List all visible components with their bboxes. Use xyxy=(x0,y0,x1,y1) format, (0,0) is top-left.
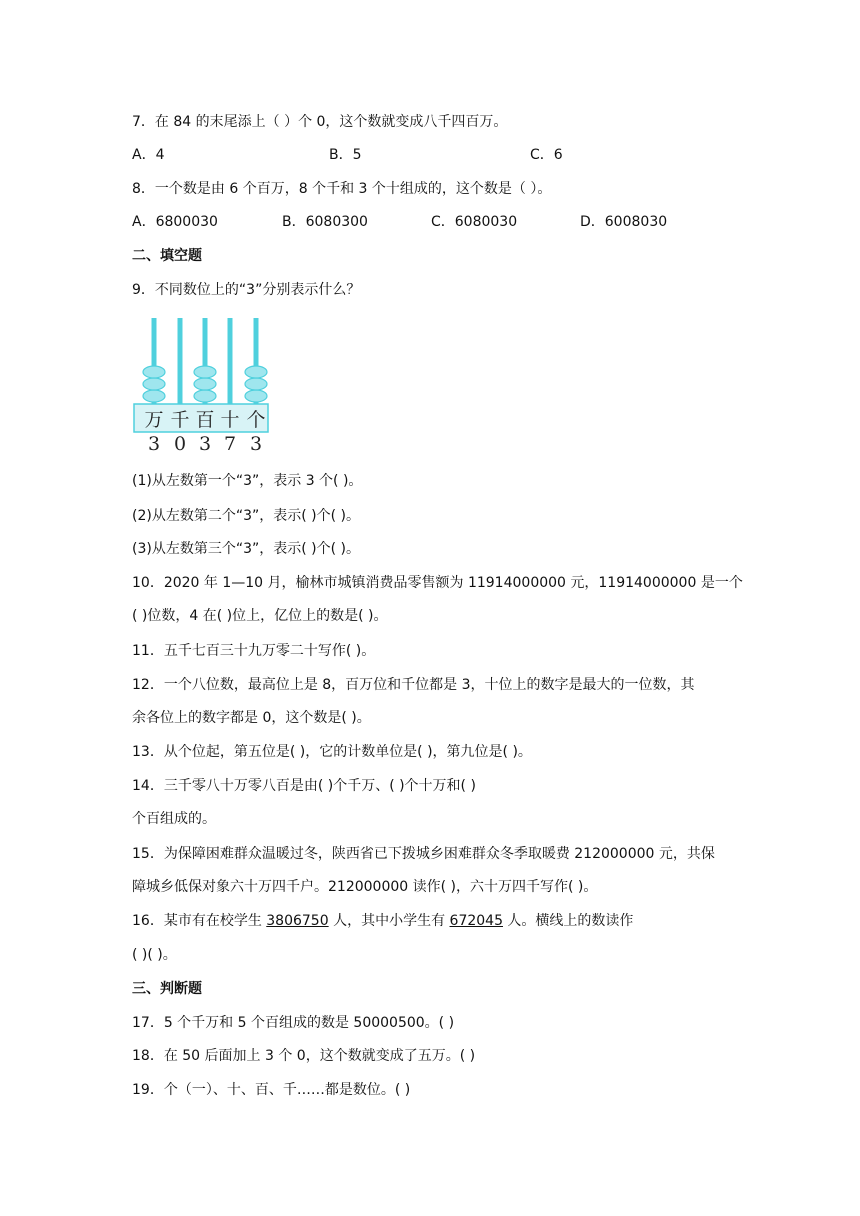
q8-option-a: A．6800030 xyxy=(132,214,218,230)
question-15-line-1: 15．为保障困难群众温暖过冬，陕西省已下拨城乡困难群众冬季取暖费 212000000 元，共保 xyxy=(132,846,715,862)
q7-option-a: A．4 xyxy=(132,147,165,163)
abacus-bead xyxy=(194,390,216,402)
question-16-line-1 xyxy=(132,911,633,931)
question-12-line-2: 余各位上的数字都是 0，这个数是( )。 xyxy=(132,710,371,726)
question-17: 17．5 个千万和 5 个百组成的数是 50000500。( ) xyxy=(132,1015,455,1031)
question-8-stem: 8．一个数是由 6 个百万，8 个千和 3 个十组成的，这个数是（ ）。 xyxy=(132,181,552,197)
question-19: 19．个（一）、十、百、千……都是数位。( ) xyxy=(132,1082,411,1098)
abacus-place-labels xyxy=(144,409,265,431)
q8-option-b: B．6080300 xyxy=(282,214,368,230)
question-9-sub-1: (1)从左数第一个“3”，表示 3 个( )。 xyxy=(132,473,363,489)
abacus-bead xyxy=(245,378,267,390)
q7-option-b: B．5 xyxy=(329,147,362,163)
abacus-bead xyxy=(194,378,216,390)
abacus-place-label: 千 xyxy=(170,409,190,431)
abacus-digit: 0 xyxy=(173,433,187,454)
abacus-beads xyxy=(143,366,267,402)
question-9-sub-3: (3)从左数第三个“3”，表示( )个( )。 xyxy=(132,541,360,557)
question-9-stem: 9．不同数位上的“3”分别表示什么？ xyxy=(132,282,361,298)
section-heading-fill-in: 二、填空题 xyxy=(132,248,202,264)
abacus-digit: 3 xyxy=(147,433,161,454)
abacus-bead xyxy=(245,366,267,378)
q7-option-c: C．6 xyxy=(530,147,563,163)
question-10-line-1: 10．2020 年 1—10 月，榆林市城镇消费品零售额为 11914000000 元，11914000000 是一个 xyxy=(132,575,743,591)
abacus-rod-十 xyxy=(228,318,233,404)
abacus-digit: 7 xyxy=(223,433,237,454)
abacus-place-label: 十 xyxy=(220,409,240,431)
section-heading-true-false: 三、判断题 xyxy=(132,981,202,997)
abacus-digits xyxy=(148,433,262,454)
abacus-bead xyxy=(143,378,165,390)
q16-text-post: 人。横线上的数读作 xyxy=(502,913,634,929)
abacus-illustration xyxy=(130,314,270,454)
question-7-stem: 7．在 84 的末尾添上（ ）个 0，这个数就变成八千四百万。 xyxy=(132,114,508,130)
question-10-line-2: ( )位数，4 在( )位上，亿位上的数是( )。 xyxy=(132,608,388,624)
q16-underlined-number-2: 672045 xyxy=(449,913,503,929)
question-16-line-2: ( )( )。 xyxy=(132,947,177,963)
question-14-line-2: 个百组成的。 xyxy=(132,811,216,827)
abacus-place-label: 个 xyxy=(246,409,266,431)
q16-text-mid: 人，其中小学生有 xyxy=(328,913,450,929)
question-9-sub-2: (2)从左数第二个“3”，表示( )个( )。 xyxy=(132,508,360,524)
question-18: 18．在 50 后面加上 3 个 0，这个数就变成了五万。( ) xyxy=(132,1048,476,1064)
question-15-line-2: 障城乡低保对象六十万四千户。212000000 读作( )，六十万四千写作( )。 xyxy=(132,879,598,895)
abacus-bead xyxy=(143,390,165,402)
abacus-place-label: 万 xyxy=(144,409,164,431)
question-11: 11．五千七百三十九万零二十写作( )。 xyxy=(132,643,376,659)
abacus-digit: 3 xyxy=(198,433,212,454)
abacus-bead xyxy=(245,390,267,402)
question-12-line-1: 12．一个八位数，最高位上是 8，百万位和千位都是 3，十位上的数字是最大的一位数，其 xyxy=(132,677,695,693)
abacus-bead xyxy=(143,366,165,378)
abacus-place-label: 百 xyxy=(195,409,215,431)
question-13: 13．从个位起，第五位是( )，它的计数单位是( )，第九位是( )。 xyxy=(132,744,532,760)
q16-underlined-number-1: 3806750 xyxy=(266,913,329,929)
q8-option-c: C．6080030 xyxy=(431,214,518,230)
q8-option-d: D．6008030 xyxy=(580,214,668,230)
q16-text-pre: 16．某市有在校学生 xyxy=(132,913,267,929)
question-14-line-1: 14．三千零八十万零八百是由( )个千万、( )个十万和( ) xyxy=(132,778,476,794)
abacus-digit: 3 xyxy=(249,433,263,454)
abacus-rod-千 xyxy=(178,318,183,404)
abacus-bead xyxy=(194,366,216,378)
